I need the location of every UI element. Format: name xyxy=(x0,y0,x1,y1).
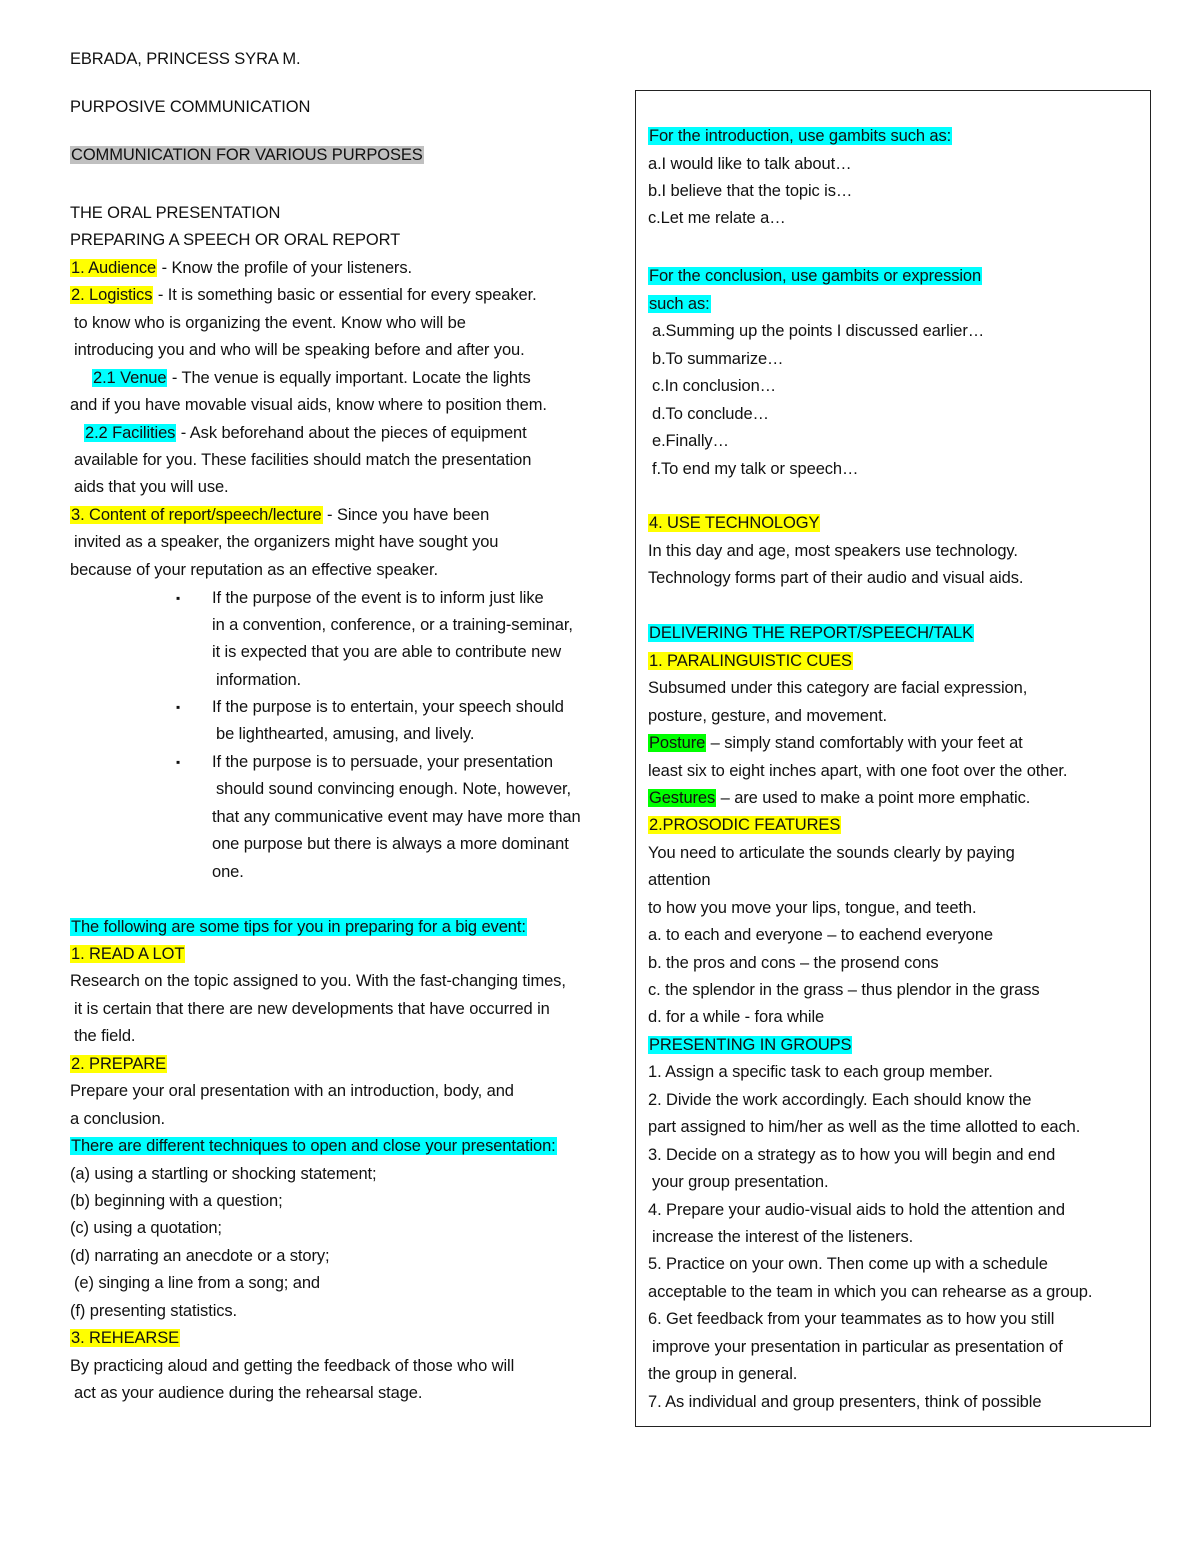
group-tip-4-line-1: 4. Prepare your audio-visual aids to hold the attention and xyxy=(648,1201,1065,1219)
content-text: - Since you have been xyxy=(322,506,490,524)
logistics-item xyxy=(70,284,537,306)
topic-heading xyxy=(70,144,424,166)
audience-text: - Know the profile of your listeners. xyxy=(157,259,412,277)
rehearse-label: 3. REHEARSE xyxy=(71,1329,180,1347)
read-line-1: Research on the topic assigned to you. With the fast-changing times, xyxy=(70,972,566,990)
gestures-label: Gestures xyxy=(649,789,716,807)
facilities-text: - Ask beforehand about the pieces of equipment xyxy=(176,424,527,442)
logistics-text: - It is something basic or essential for every speaker. xyxy=(153,286,537,304)
conclusion-heading-text-2: such as: xyxy=(649,295,710,313)
intro-heading xyxy=(648,125,952,147)
technology-heading xyxy=(648,512,820,534)
prosodic-line-2: attention xyxy=(648,871,711,889)
group-tip-3-line-1: 3. Decide on a strategy as to how you will begin and end xyxy=(648,1146,1056,1164)
bullet-2-line-2: be lighthearted, amusing, and lively. xyxy=(216,725,475,743)
logistics-label: 2. Logistics xyxy=(71,286,153,304)
conclusion-e: e.Finally… xyxy=(652,432,729,450)
read-label: 1. READ A LOT xyxy=(71,945,185,963)
groups-label: PRESENTING IN GROUPS xyxy=(649,1036,852,1054)
bullet-3-line-3: that any communicative event may have more than xyxy=(212,808,581,826)
paralinguistic-heading xyxy=(648,650,853,672)
course-title: PURPOSIVE COMMUNICATION xyxy=(70,98,311,116)
conclusion-heading xyxy=(648,265,982,287)
venue-text: - The venue is equally important. Locate the lights xyxy=(167,369,531,387)
bullet-marker-1: ▪ xyxy=(176,591,181,605)
logistics-line-3: introducing you and who will be speaking before and after you. xyxy=(74,341,525,359)
facilities-item xyxy=(84,422,527,444)
technology-label: 4. USE TECHNOLOGY xyxy=(649,514,820,532)
author-name: EBRADA, PRINCESS SYRA M. xyxy=(70,50,301,68)
intro-b: b.I believe that the topic is… xyxy=(648,182,853,200)
intro-heading-text: For the introduction, use gambits such as: xyxy=(649,127,952,145)
conclusion-heading-line-2 xyxy=(648,293,711,315)
group-tip-7-line-1: 7. As individual and group presenters, think of possible xyxy=(648,1393,1042,1411)
conclusion-c: c.In conclusion… xyxy=(652,377,777,395)
group-tip-6-line-1: 6. Get feedback from your teammates as to how you still xyxy=(648,1310,1055,1328)
conclusion-heading-text: For the conclusion, use gambits or expression xyxy=(649,267,982,285)
facilities-line-2: available for you. These facilities should match the presentation xyxy=(74,451,532,469)
rehearse-line-2: act as your audience during the rehearsal stage. xyxy=(74,1384,423,1402)
group-tip-6-line-3: the group in general. xyxy=(648,1365,798,1383)
group-tip-6-line-2: improve your presentation in particular as presentation of xyxy=(652,1338,1063,1356)
bullet-1-line-1: If the purpose of the event is to inform just like xyxy=(212,589,544,607)
bullet-3-line-4: one purpose but there is always a more dominant xyxy=(212,835,569,853)
content-line-3: because of your reputation as an effective speaker. xyxy=(70,561,438,579)
bullet-marker-3: ▪ xyxy=(176,755,181,769)
audience-label: 1. Audience xyxy=(71,259,157,277)
technique-e: (e) singing a line from a song; and xyxy=(74,1274,320,1292)
read-line-3: the field. xyxy=(74,1027,136,1045)
group-tip-3-line-2: your group presentation. xyxy=(652,1173,829,1191)
technique-f: (f) presenting statistics. xyxy=(70,1302,238,1320)
prepare-label: 2. PREPARE xyxy=(71,1055,166,1073)
venue-item xyxy=(92,367,531,389)
technique-a: (a) using a startling or shocking statement; xyxy=(70,1165,377,1183)
prepare-heading xyxy=(70,1053,167,1075)
bullet-1-line-4: information. xyxy=(216,671,302,689)
group-tip-5-line-1: 5. Practice on your own. Then come up with a schedule xyxy=(648,1255,1048,1273)
bullet-2-line-1: If the purpose is to entertain, your speech should xyxy=(212,698,564,716)
group-tip-5-line-2: acceptable to the team in which you can rehearse as a group. xyxy=(648,1283,1093,1301)
prepare-line-1: Prepare your oral presentation with an introduction, body, and xyxy=(70,1082,514,1100)
prosodic-example-a: a. to each and everyone – to eachend everyone xyxy=(648,926,994,944)
paralinguistic-line-1: Subsumed under this category are facial expression, xyxy=(648,679,1028,697)
audience-item xyxy=(70,257,412,279)
prosodic-line-3: to how you move your lips, tongue, and teeth. xyxy=(648,899,977,917)
technique-c: (c) using a quotation; xyxy=(70,1219,222,1237)
bullet-3-line-1: If the purpose is to persuade, your presentation xyxy=(212,753,553,771)
delivering-heading xyxy=(648,622,974,644)
paralinguistic-label: 1. PARALINGUISTIC CUES xyxy=(649,652,852,670)
intro-a: a.I would like to talk about… xyxy=(648,155,852,173)
read-heading xyxy=(70,943,185,965)
posture-item xyxy=(648,732,1023,754)
rehearse-line-1: By practicing aloud and getting the feedback of those who will xyxy=(70,1357,515,1375)
bullet-marker-2: ▪ xyxy=(176,700,181,714)
gestures-text: – are used to make a point more emphatic. xyxy=(716,789,1031,807)
read-line-2: it is certain that there are new developments that have occurred in xyxy=(74,1000,550,1018)
technique-b: (b) beginning with a question; xyxy=(70,1192,283,1210)
paralinguistic-line-2: posture, gesture, and movement. xyxy=(648,707,888,725)
conclusion-f: f.To end my talk or speech… xyxy=(652,460,859,478)
posture-text: – simply stand comfortably with your feet at xyxy=(706,734,1023,752)
rehearse-heading xyxy=(70,1327,180,1349)
group-tip-2-line-1: 2. Divide the work accordingly. Each should know the xyxy=(648,1091,1032,1109)
conclusion-b: b.To summarize… xyxy=(652,350,784,368)
facilities-line-3: aids that you will use. xyxy=(74,478,229,496)
bullet-3-line-5: one. xyxy=(212,863,244,881)
logistics-line-2: to know who is organizing the event. Know who will be xyxy=(74,314,466,332)
techniques-heading xyxy=(70,1135,557,1157)
section-subtitle: PREPARING A SPEECH OR ORAL REPORT xyxy=(70,231,401,249)
prosodic-example-c: c. the splendor in the grass – thus plendor in the grass xyxy=(648,981,1040,999)
tips-heading xyxy=(70,916,527,938)
topic-heading-text: COMMUNICATION FOR VARIOUS PURPOSES xyxy=(71,146,423,164)
prosodic-label: 2.PROSODIC FEATURES xyxy=(649,816,841,834)
groups-heading xyxy=(648,1034,852,1056)
facilities-label: 2.2 Facilities xyxy=(85,424,176,442)
techniques-heading-text: There are different techniques to open and close your presentation: xyxy=(71,1137,556,1155)
content-line-2: invited as a speaker, the organizers might have sought you xyxy=(74,533,499,551)
gestures-item xyxy=(648,787,1030,809)
prosodic-line-1: You need to articulate the sounds clearly by paying xyxy=(648,844,1015,862)
prosodic-example-b: b. the pros and cons – the prosend cons xyxy=(648,954,939,972)
posture-line-2: least six to eight inches apart, with one foot over the other. xyxy=(648,762,1068,780)
technology-line-1: In this day and age, most speakers use technology. xyxy=(648,542,1018,560)
group-tip-4-line-2: increase the interest of the listeners. xyxy=(652,1228,914,1246)
bullet-3-line-2: should sound convincing enough. Note, however, xyxy=(216,780,571,798)
venue-line-2: and if you have movable visual aids, know where to position them. xyxy=(70,396,547,414)
prepare-line-2: a conclusion. xyxy=(70,1110,166,1128)
technique-d: (d) narrating an anecdote or a story; xyxy=(70,1247,330,1265)
content-item xyxy=(70,504,489,526)
technology-line-2: Technology forms part of their audio and visual aids. xyxy=(648,569,1024,587)
prosodic-heading xyxy=(648,814,841,836)
posture-label: Posture xyxy=(649,734,706,752)
section-title: THE ORAL PRESENTATION xyxy=(70,204,281,222)
group-tip-1: 1. Assign a specific task to each group member. xyxy=(648,1063,993,1081)
bullet-1-line-2: in a convention, conference, or a training-seminar, xyxy=(212,616,573,634)
tips-heading-text: The following are some tips for you in preparing for a big event: xyxy=(71,918,526,936)
content-label: 3. Content of report/speech/lecture xyxy=(71,506,322,524)
bullet-1-line-3: it is expected that you are able to contribute new xyxy=(212,643,562,661)
group-tip-2-line-2: part assigned to him/her as well as the time allotted to each. xyxy=(648,1118,1081,1136)
conclusion-d: d.To conclude… xyxy=(652,405,769,423)
conclusion-a: a.Summing up the points I discussed earlier… xyxy=(652,322,985,340)
delivering-heading-text: DELIVERING THE REPORT/SPEECH/TALK xyxy=(649,624,974,642)
intro-c: c.Let me relate a… xyxy=(648,209,786,227)
prosodic-example-d: d. for a while - fora while xyxy=(648,1008,825,1026)
venue-label: 2.1 Venue xyxy=(93,369,167,387)
